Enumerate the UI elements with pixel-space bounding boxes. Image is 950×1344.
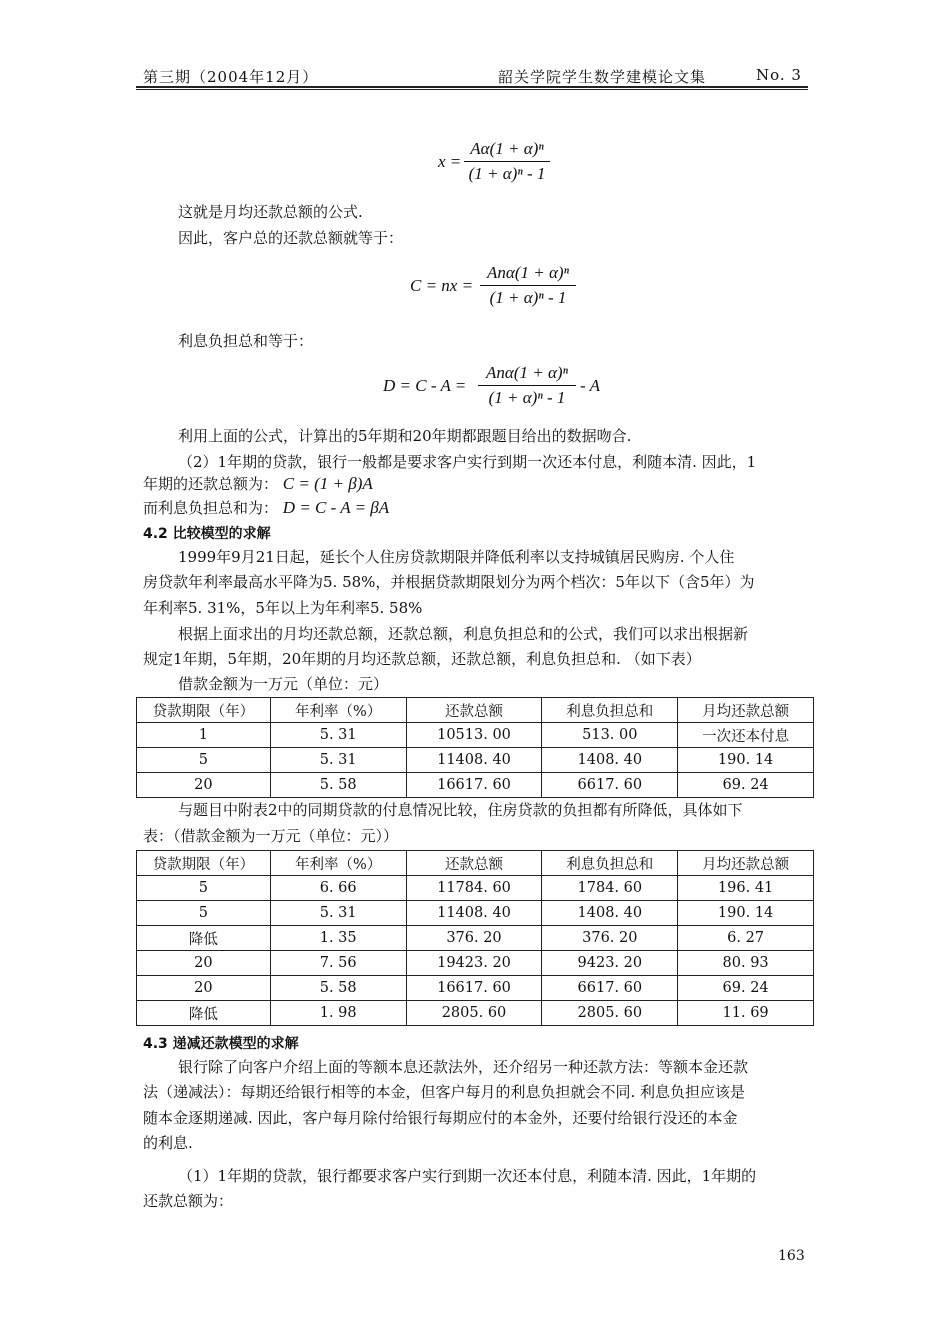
- paragraph: 规定1年期，5年期，20年期的月均还款总额，还款总额，利息负担总和. （如下表）: [143, 650, 701, 668]
- table-cell: 1: [137, 723, 271, 748]
- equation-1-numerator: Aα(1 + α)ⁿ: [470, 139, 544, 158]
- table-cell: 20: [137, 976, 271, 1001]
- paragraph: 因此，客户总的还款总额就等于：: [178, 229, 404, 247]
- table-cell: 降低: [137, 1001, 271, 1026]
- fraction-bar: [480, 285, 576, 286]
- paragraph: 法（递减法）：每期还给银行相等的本金，但客户每月的利息负担就会不同. 利息负担应该是: [143, 1083, 746, 1101]
- table-header-cell: 还款总额: [406, 851, 542, 876]
- table-row: [137, 976, 814, 1001]
- section-heading-4-3: 4.3 递减还款模型的求解: [143, 1036, 299, 1052]
- table-cell: 19423. 20: [406, 951, 542, 976]
- equation-3-tail: - A: [580, 376, 600, 395]
- table-cell: 376. 20: [542, 926, 678, 951]
- table-row: [137, 951, 814, 976]
- table-cell: 1408. 40: [542, 748, 678, 773]
- inline-formula: D = C - A = βA: [282, 498, 390, 517]
- section-heading-4-2: 4.2 比较模型的求解: [143, 526, 271, 542]
- comparison-table: [136, 850, 814, 1026]
- table-cell: 5. 58: [270, 976, 406, 1001]
- table-row: [137, 748, 814, 773]
- table-cell: 1. 35: [270, 926, 406, 951]
- paragraph: 与题目中附表2中的同期贷款的付息情况比较，住房贷款的负担都有所降低，具体如下: [178, 801, 743, 819]
- table-cell: 11408. 40: [406, 748, 542, 773]
- table-cell: 2805. 60: [406, 1001, 542, 1026]
- paragraph: 银行除了向客户介绍上面的等额本息还款法外，还介绍另一种还款方法：等额本金还款: [178, 1058, 749, 1076]
- equation-3-numerator: Anα(1 + α)ⁿ: [486, 363, 568, 382]
- equation-2-fraction: [480, 262, 576, 309]
- equation-3-denominator: (1 + α)ⁿ - 1: [488, 388, 566, 407]
- repayment-table: [136, 697, 814, 798]
- equation-2-lhs: C = nx =: [410, 276, 474, 295]
- table-row: [137, 773, 814, 798]
- table-cell: 7. 56: [270, 951, 406, 976]
- header-rule: [136, 86, 808, 88]
- table-cell: 20: [137, 773, 271, 798]
- table-cell: 190. 14: [678, 901, 814, 926]
- equation-1-denominator: (1 + α)ⁿ - 1: [468, 164, 546, 183]
- table-cell: 6. 66: [270, 876, 406, 901]
- table-cell: 5. 31: [270, 901, 406, 926]
- paragraph-text: 而利息负担总和为：: [143, 499, 279, 517]
- table-cell: 5. 31: [270, 748, 406, 773]
- table-header-cell: 月均还款总额: [678, 698, 814, 723]
- table-cell: 190. 14: [678, 748, 814, 773]
- table-cell: 20: [137, 951, 271, 976]
- equation-1-lhs: x =: [438, 152, 462, 171]
- equation-2-numerator: Anα(1 + α)ⁿ: [487, 263, 569, 282]
- equation-3-fraction: [478, 362, 576, 409]
- table-header-cell: 利息负担总和: [542, 851, 678, 876]
- table-header-cell: 贷款期限（年）: [137, 698, 271, 723]
- paragraph: 还款总额为：: [143, 1192, 234, 1210]
- table-cell: 11. 69: [678, 1001, 814, 1026]
- paragraph: [143, 497, 811, 519]
- paragraph: （1）1年期的贷款，银行都要求客户实行到期一次还本付息，利随本清. 因此，1年期的: [178, 1167, 757, 1185]
- table-header-row: [137, 851, 814, 876]
- running-header-issue: 第三期（2004年12月）: [143, 68, 319, 86]
- table-row: [137, 1001, 814, 1026]
- equation-1-fraction: [464, 138, 550, 185]
- paragraph: 利息负担总和等于：: [178, 332, 314, 350]
- paragraph: （2）1年期的贷款，银行一般都是要求客户实行到期一次还本付息，利随本清. 因此，1: [178, 453, 757, 471]
- table-cell: 5: [137, 901, 271, 926]
- table-cell: 69. 24: [678, 976, 814, 1001]
- table-cell: 16617. 60: [406, 976, 542, 1001]
- running-header-number: No. 3: [756, 66, 802, 84]
- paragraph: 1999年9月21日起，延长个人住房贷款期限并降低利率以支持城镇居民购房. 个人住: [178, 548, 735, 566]
- table-cell: 一次还本付息: [678, 723, 814, 748]
- table-cell: 降低: [137, 926, 271, 951]
- paragraph: 随本金逐期递减. 因此，客户每月除付给银行每期应付的本金外，还要付给银行没还的本金: [143, 1109, 738, 1127]
- table-header-cell: 年利率（%）: [270, 698, 406, 723]
- fraction-bar: [464, 161, 550, 162]
- paragraph: [143, 473, 811, 495]
- page-number: 163: [778, 1248, 805, 1264]
- table-cell: 513. 00: [542, 723, 678, 748]
- table-cell: 80. 93: [678, 951, 814, 976]
- table-cell: 5: [137, 876, 271, 901]
- table-cell: 1. 98: [270, 1001, 406, 1026]
- table-cell: 6. 27: [678, 926, 814, 951]
- table-cell: 5. 31: [270, 723, 406, 748]
- table-cell: 5: [137, 748, 271, 773]
- equation-2-denominator: (1 + α)ⁿ - 1: [489, 288, 567, 307]
- paragraph: 表：（借款金额为一万元（单位：元））: [143, 827, 399, 845]
- table-header-cell: 还款总额: [406, 698, 542, 723]
- table-cell: 2805. 60: [542, 1001, 678, 1026]
- table-cell: 11784. 60: [406, 876, 542, 901]
- table-cell: 1408. 40: [542, 901, 678, 926]
- table-cell: 196. 41: [678, 876, 814, 901]
- table-cell: 10513. 00: [406, 723, 542, 748]
- table-cell: 376. 20: [406, 926, 542, 951]
- table-cell: 5. 58: [270, 773, 406, 798]
- table-row: [137, 926, 814, 951]
- paragraph: 房贷款年利率最高水平降为5. 58%，并根据贷款期限划分为两个档次：5年以下（含5年）为: [143, 573, 755, 591]
- table-row: [137, 723, 814, 748]
- inline-formula: C = (1 + β)A: [282, 474, 373, 493]
- table-cell: 9423. 20: [542, 951, 678, 976]
- table-cell: 1784. 60: [542, 876, 678, 901]
- table-header-cell: 贷款期限（年）: [137, 851, 271, 876]
- table-cell: 11408. 40: [406, 901, 542, 926]
- equation-3-lhs: D = C - A =: [383, 376, 467, 395]
- paragraph: 的利息.: [143, 1134, 193, 1152]
- table-cell: 16617. 60: [406, 773, 542, 798]
- table-cell: 6617. 60: [542, 773, 678, 798]
- table-cell: 6617. 60: [542, 976, 678, 1001]
- running-header-title: 韶关学院学生数学建模论文集: [498, 68, 707, 86]
- paragraph: 这就是月均还款总额的公式.: [178, 203, 363, 221]
- table-row: [137, 876, 814, 901]
- table-header-row: [137, 698, 814, 723]
- table-caption: 借款金额为一万元（单位：元）: [178, 675, 389, 693]
- paragraph: 年利率5. 31%，5年以上为年利率5. 58%: [143, 599, 423, 617]
- table-header-cell: 年利率（%）: [270, 851, 406, 876]
- paragraph: 利用上面的公式，计算出的5年期和20年期都跟题目给出的数据吻合.: [178, 427, 632, 445]
- table-cell: 69. 24: [678, 773, 814, 798]
- header-rule-thin: [136, 89, 808, 90]
- table-header-cell: 利息负担总和: [542, 698, 678, 723]
- paragraph-text: 年期的还款总额为：: [143, 475, 279, 493]
- paragraph: 根据上面求出的月均还款总额，还款总额，利息负担总和的公式，我们可以求出根据新: [178, 625, 749, 643]
- table-row: [137, 901, 814, 926]
- table-header-cell: 月均还款总额: [678, 851, 814, 876]
- fraction-bar: [478, 385, 576, 386]
